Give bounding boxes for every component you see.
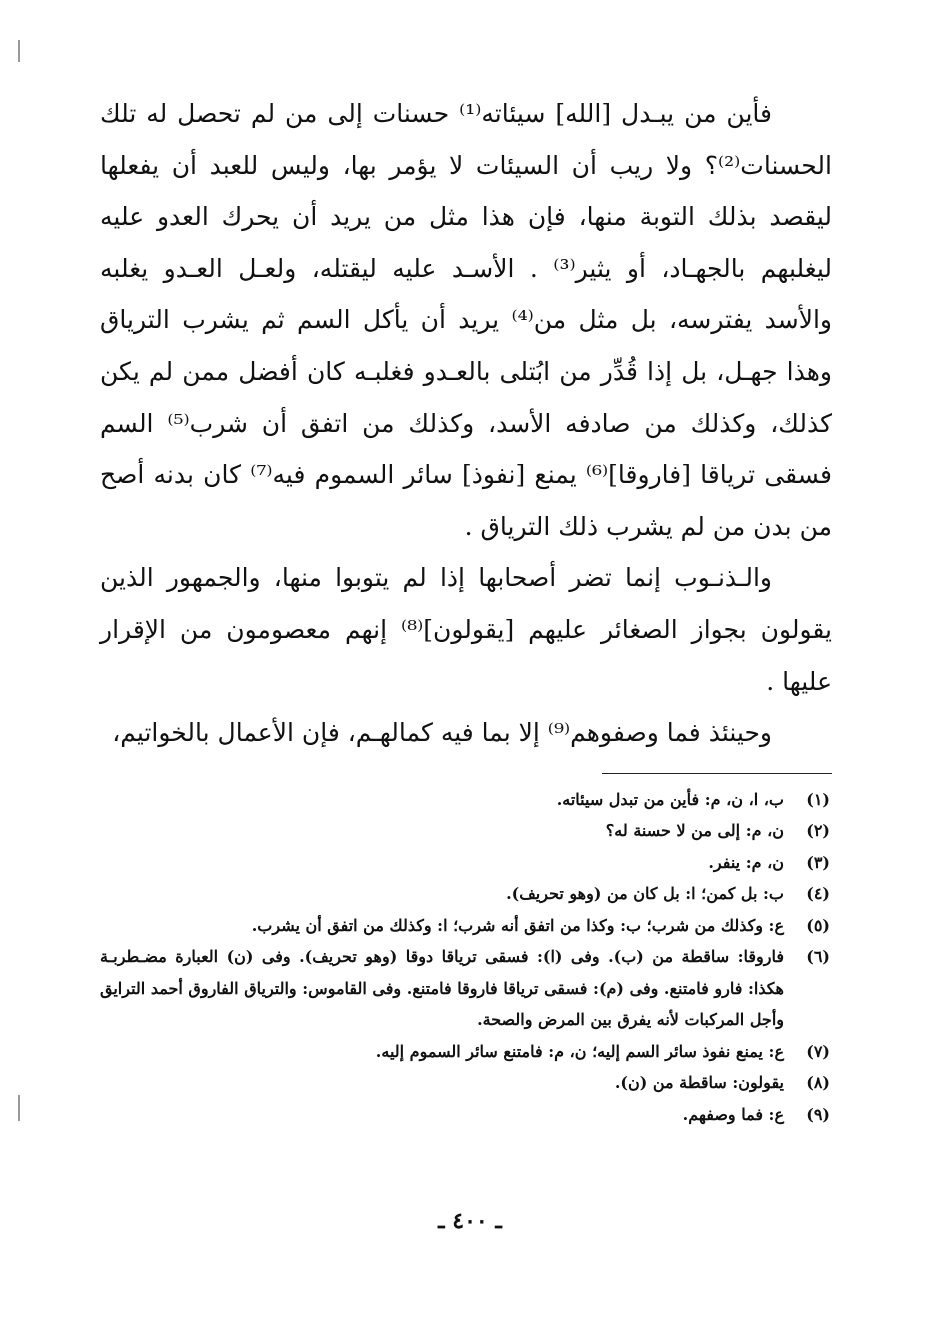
footnote-2 [100,815,832,847]
footnote-text: ع: وكذلك من شرب؛ ب: وكذا من اتفق أنه شرب؛ ا: وكذلك من اتفق أن يشرب. [251,915,784,935]
footnote-text: يقولون: ساقطة من (ن). [614,1073,784,1093]
footnote-text: ن، م: ينفر. [708,852,784,872]
scan-edge-mark-bottom [18,1095,20,1121]
footnote-number: (٣) [806,852,830,872]
footnote-number: (٩) [806,1104,830,1124]
footnote-separator [602,773,832,774]
page-content [100,88,832,1130]
footnote-8 [100,1067,832,1099]
footnote-text: ن، م: إلى من لا حسنة له؟ [605,821,784,841]
footnote-number: (٥) [806,915,830,935]
page-number: ـ ٤٠٠ ـ [438,1208,502,1234]
footnote-4 [100,878,832,910]
footnote-number: (١) [806,789,830,809]
footnote-3 [100,847,832,879]
footnote-text: ب، ا، ن، م: فأين من تبدل سيئاته. [556,789,784,809]
footnote-5 [100,910,832,942]
footnote-number: (٦) [806,947,830,967]
footnote-9 [100,1099,832,1131]
footnote-1 [100,784,832,816]
footnote-7 [100,1036,832,1068]
body-paragraph-1: فأين من يبـدل [الله] سيئاته⁽¹⁾ حسنات إلى من لم تحصل له تلك الحسنات⁽²⁾؟ ولا ريب أن السيئات لا يؤمر بها، وليس للعبد أن يفعلها ليقصد بذلك التوبة منها، فإن هذا مثل من يريد أن يحرك العدو عليه ليغلبهم بالجهـاد، أو يثير⁽³⁾ . الأسـد عليه ليقتله، ولعـل العـدو يغلبه والأسد يفترسه، بل مثل من⁽⁴⁾ يريد أن يأكل السم ثم يشرب الترياق وهذا جهـل، بل إذا قُدِّر من ابُتلى بالعـدو فغلبـه كان أفضل ممن لم يكن كذلك، وكذلك من صادفه الأسد، وكذلك من اتفق أن شرب⁽⁵⁾ السم فسقى ترياقا [فاروقا]⁽⁶⁾ يمنع [نفوذ] سائر السموم فيه⁽⁷⁾ كان بدنه أصح من بدن من لم يشرب ذلك الترياق . [100,99,832,541]
footnote-number: (٧) [806,1041,830,1061]
scan-edge-mark-top [18,40,20,62]
footnote-number: (٤) [806,884,830,904]
footnote-text: ب: بل كمن؛ ا: بل كان من (وهو تحريف). [506,884,784,904]
body-paragraph-2: والـذنـوب إنما تضر أصحابها إذا لم يتوبوا منها، والجمهور الذين يقولون بجواز الصغائر عليهم [يقولون]⁽⁸⁾ إنهم معصومون من الإقرار عليها . [100,563,833,696]
body-paragraph-3: وحينئذ فما وصفوهم⁽⁹⁾ إلا بما فيه كمالهـم، فإن الأعمال بالخواتيم، [112,718,772,748]
footnote-6 [100,941,832,1036]
main-text [100,88,832,759]
footnote-text: ع: يمنع نفوذ سائر السم إليه؛ ن، م: فامتنع سائر السموم إليه. [375,1041,784,1061]
footnote-number: (٢) [806,821,830,841]
footnote-number: (٨) [806,1073,830,1093]
footnotes [100,784,832,1131]
footnote-text: ع: فما وصفهم. [682,1104,784,1124]
footnote-text: فاروقا: ساقطة من (ب). وفى (ا): فسقى ترياقا دوقا (وهو تحريف). وفى (ن) العبارة مضـطربـة هكذا: فارو فامتنع. وفى (م): فسقى ترياقا فاروقا فامتنع. وفى القاموس: والترياق الفاروق أحمد الترايق وأجل المركبات لأنه يفرق بين المرض والصحة. [100,947,784,1030]
